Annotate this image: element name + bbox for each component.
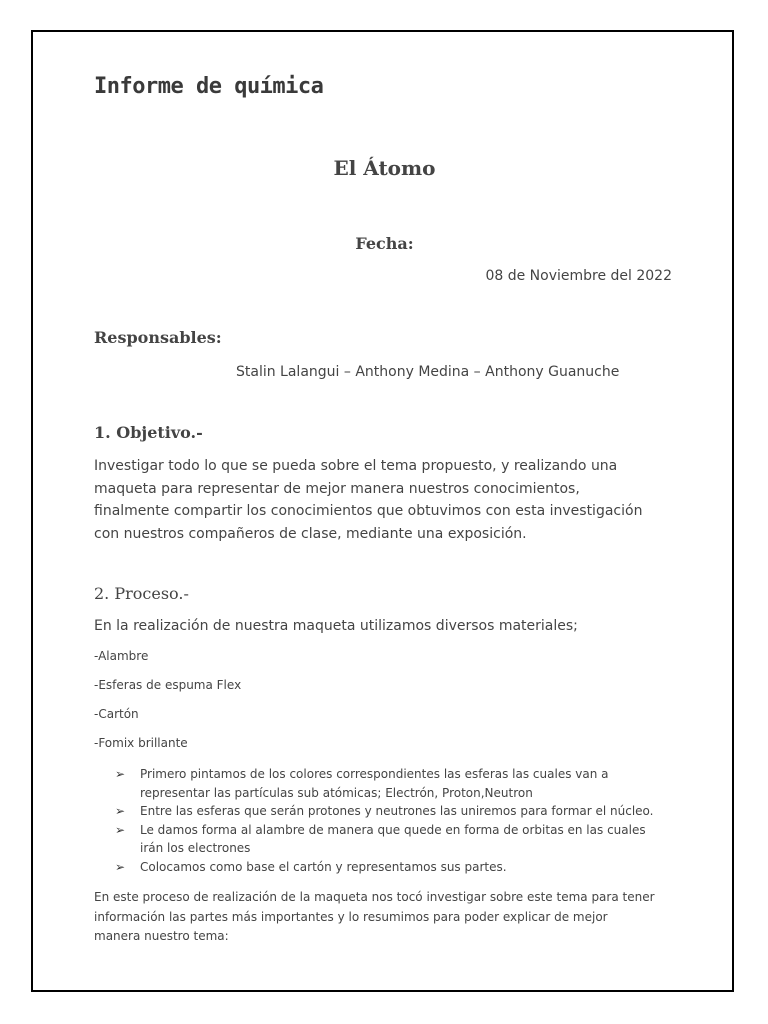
section-heading-objetivo: 1. Objetivo.- [94, 423, 203, 442]
list-item [115, 802, 695, 821]
closing-paragraph [94, 888, 694, 947]
date-value: 08 de Noviembre del 2022 [485, 268, 672, 284]
responsables-names: Stalin Lalangui – Anthony Medina – Anthony Guanuche [236, 364, 620, 380]
list-item [115, 765, 695, 802]
arrow-bullet-icon: ➢ [115, 767, 126, 781]
material-item: -Cartón [94, 707, 139, 721]
arrow-bullet-icon: ➢ [115, 859, 126, 874]
material-item: -Esferas de espuma Flex [94, 678, 242, 692]
list-item-line: representar las partículas sub atómicas; Electrón, Proton,Neutron [140, 785, 533, 800]
paragraph-line: con nuestros compañeros de clase, mediante una exposición. [94, 525, 527, 542]
paragraph-line: Investigar todo lo que se pueda sobre el tema propuesto, y realizando una [94, 458, 618, 474]
arrow-bullet-icon: ➢ [115, 822, 126, 837]
list-item-line: Primero pintamos de los colores correspondientes las esferas las cuales van a [140, 767, 609, 781]
paragraph-line: manera nuestro tema: [94, 929, 229, 943]
paragraph-line: maqueta para representar de mejor manera nuestros conocimientos, [94, 480, 580, 497]
paragraph-line: En este proceso de realización de la maqueta nos tocó investigar sobre este tema para tener [94, 890, 655, 904]
responsables-label: Responsables: [94, 328, 222, 347]
material-item: -Alambre [94, 649, 149, 663]
proceso-intro: En la realización de nuestra maqueta utilizamos diversos materiales; [94, 618, 578, 634]
document-title: Informe de química [94, 74, 324, 99]
objetivo-paragraph [94, 455, 694, 545]
document-page [31, 30, 734, 992]
list-item-line: Entre las esferas que serán protones y neutrones las uniremos para formar el núcleo. [140, 804, 654, 818]
section-heading-proceso: 2. Proceso.- [94, 584, 189, 603]
paragraph-line: información las partes más importantes y lo resumimos para poder explicar de mejor [94, 909, 608, 924]
date-label: Fecha: [355, 234, 414, 253]
document-subtitle: El Átomo [333, 156, 436, 180]
process-steps-list [115, 765, 695, 876]
list-item-line: irán los electrones [140, 841, 251, 855]
arrow-bullet-icon: ➢ [115, 804, 126, 818]
list-item [115, 821, 695, 858]
paragraph-line: finalmente compartir los conocimientos que obtuvimos con esta investigación [94, 503, 643, 519]
list-item [115, 858, 695, 877]
list-item-line: Colocamos como base el cartón y representamos sus partes. [140, 859, 507, 874]
material-item: -Fomix brillante [94, 736, 188, 750]
list-item-line: Le damos forma al alambre de manera que quede en forma de orbitas en las cuales [140, 822, 646, 837]
